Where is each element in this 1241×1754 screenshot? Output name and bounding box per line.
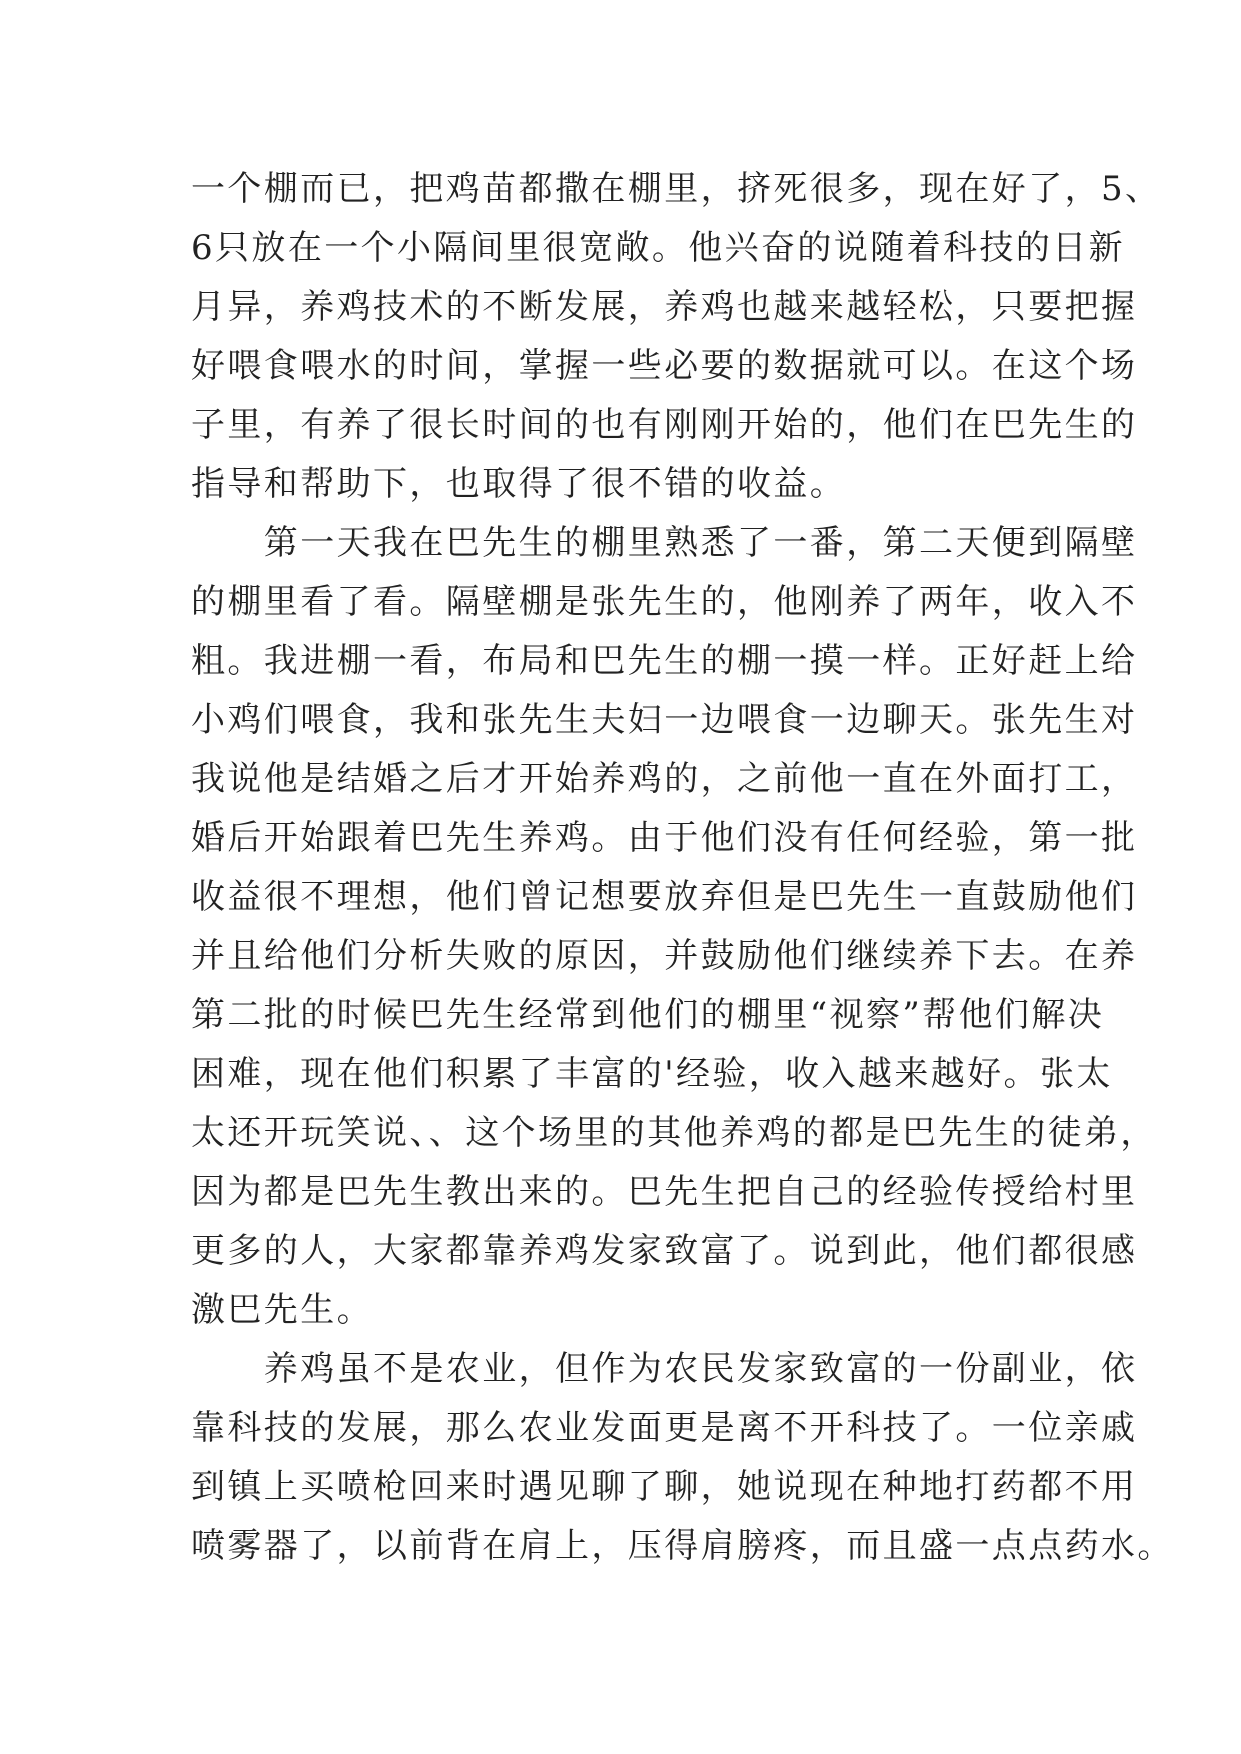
text-line: 并且给他们分析失败的原因，并鼓励他们继续养下去。在养 (191, 936, 1138, 976)
text-line: 养鸡虽不是农业，但作为农民发家致富的一份副业，依 (191, 1349, 1138, 1389)
text-line: 月异，养鸡技术的不断发展，养鸡也越来越轻松，只要把握 (191, 287, 1138, 327)
text-line: 6只放在一个小隔间里很宽敞。他兴奋的说随着科技的日新 (191, 228, 1126, 268)
text-line: 的棚里看了看。隔壁棚是张先生的，他刚养了两年，收入不 (191, 582, 1138, 622)
text-line: 喷雾器了，以前背在肩上，压得肩膀疼，而且盛一点点药水。 (191, 1526, 1174, 1566)
text-line: 因为都是巴先生教出来的。巴先生把自己的经验传授给村里 (191, 1172, 1138, 1212)
text-line: 一个棚而已，把鸡苗都撒在棚里，挤死很多，现在好了，5、 (191, 169, 1162, 209)
document-body (191, 160, 1174, 1576)
text-line: 粗。我进棚一看，布局和巴先生的棚一摸一样。正好赶上给 (191, 641, 1138, 681)
paragraph-1 (191, 160, 1162, 514)
text-line: 困难，现在他们积累了丰富的'经验，收入越来越好。张太 (191, 1054, 1113, 1094)
text-line: 到镇上买喷枪回来时遇见聊了聊，她说现在种地打药都不用 (191, 1467, 1138, 1507)
text-line: 第一天我在巴先生的棚里熟悉了一番，第二天便到隔壁 (191, 523, 1138, 563)
text-line: 婚后开始跟着巴先生养鸡。由于他们没有任何经验，第一批 (191, 818, 1138, 858)
text-line: 我说他是结婚之后才开始养鸡的，之前他一直在外面打工， (191, 759, 1138, 799)
text-line: 好喂食喂水的时间，掌握一些必要的数据就可以。在这个场 (191, 346, 1138, 386)
paragraph-2 (191, 514, 1157, 1340)
paragraph-3 (191, 1340, 1174, 1576)
text-line: 激巴先生。 (191, 1290, 373, 1330)
text-line: 子里，有养了很长时间的也有刚刚开始的，他们在巴先生的 (191, 405, 1138, 445)
text-line: 小鸡们喂食，我和张先生夫妇一边喂食一边聊天。张先生对 (191, 700, 1138, 740)
text-line: 更多的人，大家都靠养鸡发家致富了。说到此，他们都很感 (191, 1231, 1138, 1271)
text-line: 第二批的时候巴先生经常到他们的棚里“视察”帮他们解决 (191, 995, 1105, 1035)
text-line: 太还开玩笑说、、这个场里的其他养鸡的都是巴先生的徒弟， (191, 1113, 1157, 1153)
text-line: 收益很不理想，他们曾记想要放弃但是巴先生一直鼓励他们 (191, 877, 1138, 917)
text-line: 靠科技的发展，那么农业发面更是离不开科技了。一位亲戚 (191, 1408, 1138, 1448)
text-line: 指导和帮助下，也取得了很不错的收益。 (191, 464, 847, 504)
